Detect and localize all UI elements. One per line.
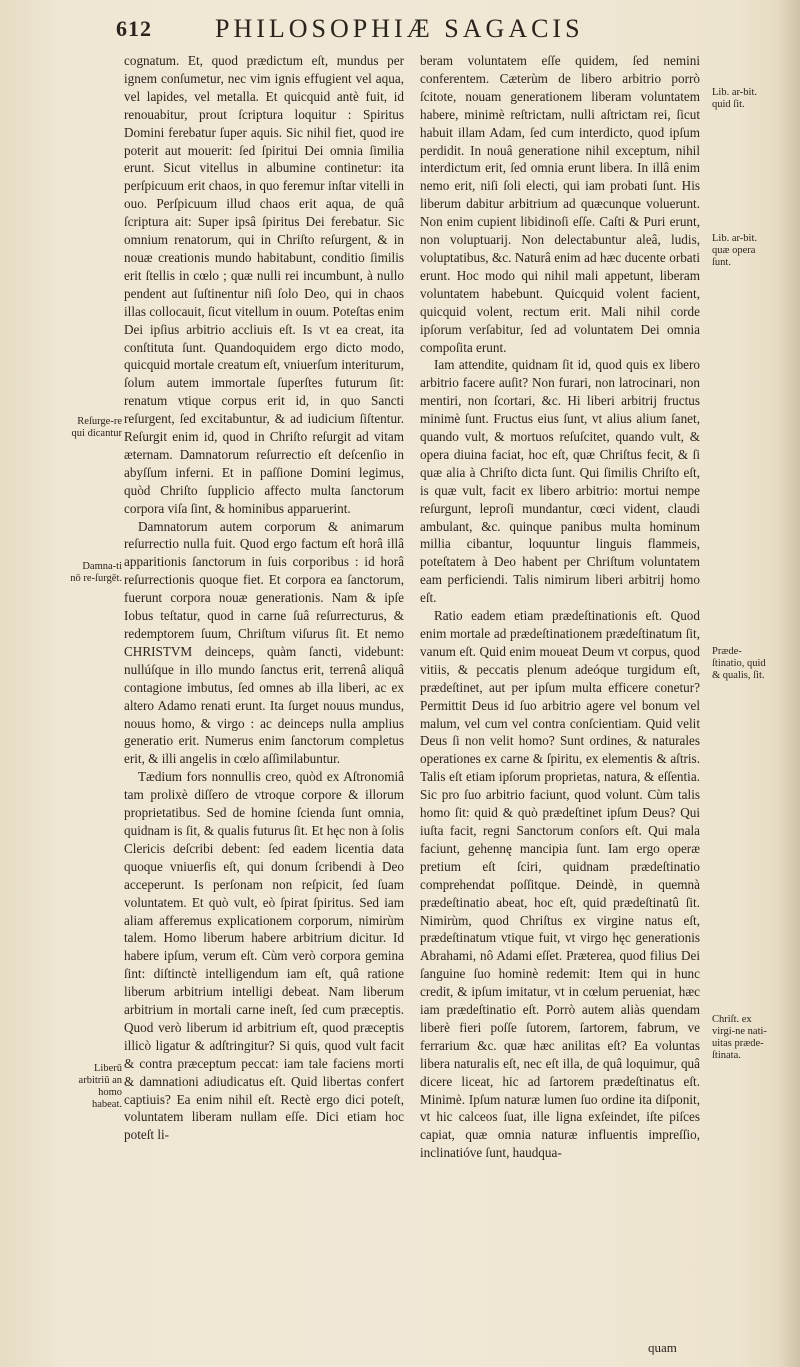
left-paragraph-1: cognatum. Et, quod prædictum eſt, mundus per ignem conſumetur, nec vim ignis effugient vel aqua, vel lapides, vel metalla. Et quicquid antè fuit, id renouabitur, prout ſcriptura loquitur : Spiritus Domini ferebatur ſuper aquis. Sic nihil fiet, quod ire poterit aut mouerit: ſed ſpiritui Dei omnia ſimilia erunt. Sicut vitellus in albumine continetur: ita perſpicuum erit chaos, in quo feremur inſtar vitelli in ouo. Perſpicuum illud chaos erit aqua, de quâ ſcriptura ait: Super ipsâ ſpiritus Dei ferebatur. Sic omnium renatorum, qui in Chriſto reſurgent, & in nouæ creationis mundo habitabunt, conditio ſimilis erit ſtellis in cœlo ; quæ nulli rei incumbunt, à nullo pendent aut ſuſtinentur niſi ſolo Deo, qui in chaos illas collocauit, ſicut vitellum in ouum. Poteſtas enim Dei ipſius arbitrio accliuis eſt. Is vt ea creat, ita conſtituta ſunt. Quandoquidem ergo dicto modo, quicquid mortale creatum eſt, vniuerſum interiturum, ſolum autem immortale ſuperſtes futurum ſit: renatum vtique corpus erit id, in quo Sancti reſurgent, ſed excitabuntur, & ad iudicium ſiſtentur. Reſurgit enim id, quod in Chriſto reſurgit ad vitam æternam. Damnatorum reſurrectio eſt deſcenſio in abyſſum inferni. Et in paſſione Domini legimus, quòd Chriſto ſupplicio affecto multa ſanctorum corpora viſa ſint, & hominibus apparuerint. (124, 53, 404, 516)
margin-note-damnati: Damna-ti nō re-ſurgēt. (70, 561, 122, 584)
right-paragraph-2: Iam attendite, quidnam ſit id, quod quis ex libero arbitrio facere auſit? Non furari, non latrocinari, non mentiri, non ſcortari, &c. Hi liberi arbitrij fructus minimè ſunt. Fructus eius ſunt, vt alius alium ſanet, quando vult, & mortuos reſuſcitet, quando vult, & opera diuina faciat, hoc eſt, quæ Chriſtus fecit, & ſi quæ alia à Chriſto dicta ſunt. Qui ſimilis Chriſto eſt, is quæ vult, facit ex libero arbitrio: mortui nempe reſurgunt, leproſi mundantur, cœci vident, claudi ambulant, &c. quinque panibus multa hominum millia cibantur, loquuntur linguis flammeis, poteſtatem à Deo habent per Chriſtum voluntatem eam perficiendi. Talis nimirum liberi arbitrij homo eſt. (420, 357, 700, 606)
running-title: PHILOSOPHIÆ SAGACIS (215, 14, 584, 43)
margin-note-resurgere: Reſurge-re qui dicantur (71, 416, 122, 439)
left-paragraph-2: Damnatorum autem corporum & animarum reſurrectio nulla fuit. Quod ergo factum eſt horâ illâ apparitionis ſanctorum in ſuis corporibus : id horâ reſurrectionis quoque fiet. Et corpora ea ſanctorum, fuerunt corpora nouæ generationis. Nam & ipſe Iobus teſtatur, quod in carne ſuâ reſurrecturus, & redemptorem ſuum, Chriſtum viſurus ſit. Et nemo CHRISTVM deinceps, quàm ſancti, videbunt: nullúſque in illo mundo ſanctus erit, terrenâ aliquâ contagione imbutus, ſed omnes ab illa liberi, ac ex altero Adamo renati erunt. Ita ſurget nouus mundus, nouus homo, & virgo : ac deinceps nulla amplius generatio erit. Numerus enim ſanctorum completus erit, & illi angelis in cœlo aſſimilabuntur. (124, 518, 404, 767)
right-paragraph-1: beram voluntatem eſſe quidem, ſed nemini conferentem. Cæterùm de libero arbitrio porrò ſcitote, nouam generationem liberam voluntatem habere, minimè reſtrictam, nulli aſtrictam rei, ſicut habuit illam Adam, ſed cum interdicto, quod ipſum perdidit. In nouâ generatione nihil exceptum, nihil interdictum erit, ſed omnia erunt libera. In illâ enim nemo erit, niſi ſoli electi, qui iam probati ſunt. His liberum dabitur arbitrium ad quæcunque voluerunt. Non enim cupient libidinoſi eſſe. Caſti & Puri erunt, non voluptuarij. Non delectabuntur aleâ, ludis, voluptatibus, &c. Naturâ enim ad hæc ducente orbati erunt. Hoc modo qui nihil mali appetunt, liberam voluntatem habebunt. Quicquid volent facient, quicquid volent, rectum erit. Mali nihil corde ipſorum verſabitur, ſed ad voluntatem Dei omnia compoſita erunt. (420, 53, 700, 355)
left-column (124, 52, 404, 1144)
margin-note-christ-nativitas: Chriſt. ex virgi-ne nati-uitas præde-ſtinata. (712, 1014, 767, 1061)
page-header (0, 14, 800, 48)
margin-note-liberum-arbitrium: Liberū arbitriū an homo habeat. (78, 1063, 122, 1110)
margin-note-lib-quae: Lib. ar-bit. quæ opera ſunt. (712, 233, 757, 268)
right-column (420, 52, 700, 1162)
catchword: quam (648, 1340, 677, 1355)
margin-note-praedestinatio: Præde-ſtinatio, quid & qualis, ſit. (712, 646, 766, 681)
margin-note-lib-quid: Lib. ar-bit. quid ſit. (712, 87, 757, 110)
right-paragraph-3: Ratio eadem etiam prædeſtinationis eſt. Quod enim mortale ad prædeſtinationem prædeſtinatum ſit, vanum eſt. Quid enim moueat Deum vt corpus, quod vitiis, & peccatis plenum adeóque turgidum eſt, prædeſtinet, aut per ipſum multa efficere conetur? Permittit Deus id ſuo arbitrio agere vel bonum vel malum, vel cum vel contra conſcientiam. Quid velit Deus ſi non velit homo? Sunt ordines, & naturales operationes ex carne & ſpiritu, ex elementis & aſtris. Talis eſt etiam ipſorum proprietas, natura, & eſſentia. Sic pro ſuo arbitrio faciunt, quod volunt. Cùm talis homo ſit: quid & quò prædeſtinet ipſum Deus? Qui iuſta facit, regni Sanctorum conſors eſt. Qui mala faciunt, gehennę mancipia ſunt. Iam ergo operæ pretium eſt ſciri, quidnam prædeſtinatio comprehendat poſſitque. Deindè, in quemnà prædeſtinatio abeat, hoc eſt, quid prædeſtinatû ſit. Nimirùm, quod Chriſtus ex virgine natus eſt, prædeſtinatum vtique fuit, vt virgo hęc generationis Abrahami, nô Adami eſſet. Præterea, quod filius Dei ſanguine ſuo hominè redemit: Item qui in hunc credit, & ipſum imitatur, vt in cœlum perueniat, hæc iam prædeſtinatio eſt. Porrò autem aliàs quendam liberè fieri poſſe ſutorem, ſartorem, fabrum, ve ferrarium &c. quæ hæc anilitas eſt? Ea voluntas libera naturalis eſt, nec eſt illa, de quâ loquimur, quâ dicere liceat, hic ad ſartorem prædeſtinatus eſt. Minimè. Ipſum naturæ lumen ſuo ordine ita diſponit, vt hic calceos ſuat, ille ligna exſeindet, iſte piſces capiat, quæ omnia naturæ influentis impreſſio, inclinatióve ſunt, haudqua- (420, 608, 700, 1161)
page-edge-shadow (778, 0, 800, 1367)
page-number: 612 (116, 16, 152, 41)
left-paragraph-3: Tædium fors nonnullis creo, quòd ex Aſtronomiâ tam prolixè diſſero de vtroque corpore & illorum proprietatibus. Sed de homine ſcienda ſunt omnia, quidnam is ſit, & qualis futurus ſit. Et hęc non à ſolis Clericis deſcribi debent: ſed eadem licentia data quoque vniuerſis eſt, qui donum ſcribendi à Deo acceperunt. Is perſonam non reſpicit, ſed ſuam voluntatem. Et quò vult, eò ſpirat ſpiritus. Sed iam aliam afferemus explicationem corporum, nimirùm talem. Homo liberum habere arbitrium dicitur. Id habere ipſum, verum eſt. Cùm verò corpora gemina ſint: diſtinctè intelligendum iam eſt, quâ ratione liberum arbitrium intelligi debeat. Nam liberum arbitrium in mortali carne ineſt, ſed cum præceptis. Quod verò liberum id arbitrium eſt, quod præceptis illicò ligatur & adſtringitur? Si quis, quod vult facit & contra præceptum peccat: iam tale faciens morti & damnationi adiudicatus eſt. Quid libertas confert captiuis? Ea enim nihil eſt. Rectè ergo dici poteſt, voluntatem liberam nullam eſſe. Dici etiam hoc poteſt li- (124, 769, 404, 1143)
